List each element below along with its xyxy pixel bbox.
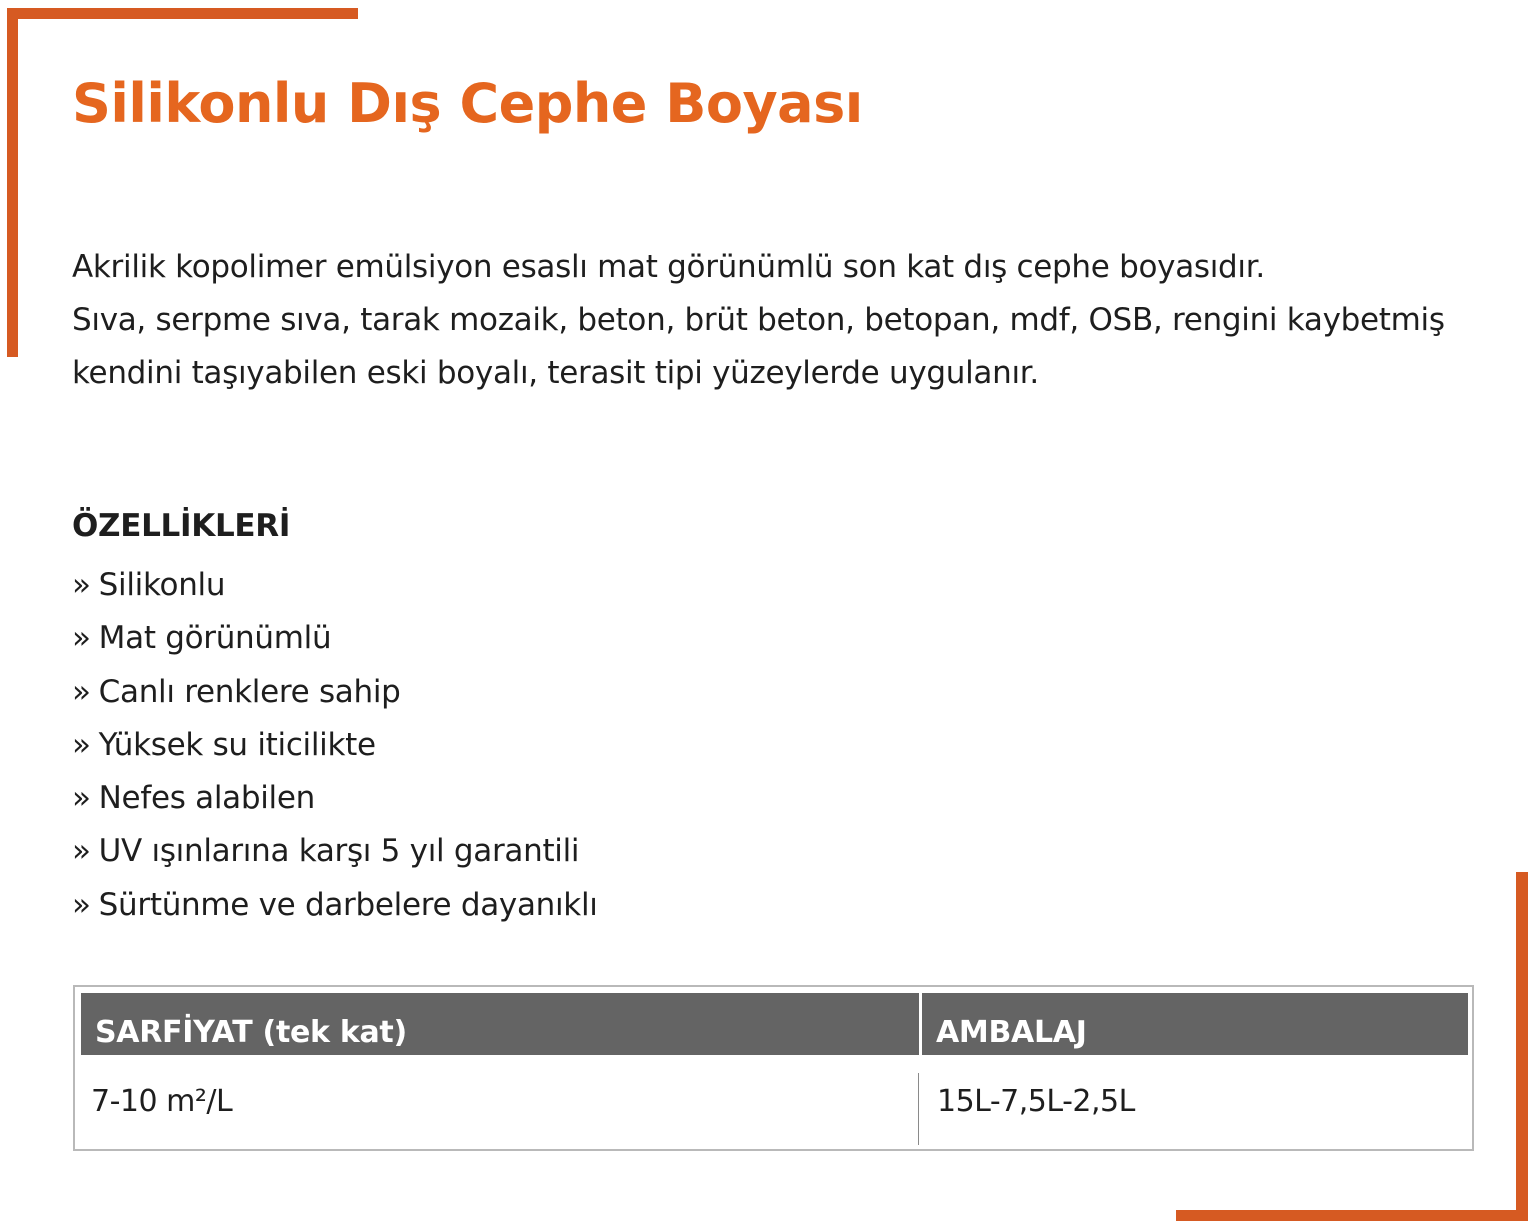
features-heading: ÖZELLİKLERİ (72, 508, 291, 544)
column-divider (918, 1073, 919, 1145)
feature-item (72, 719, 598, 772)
bullet-marker: » (72, 833, 91, 870)
corner-frame-bottom-right-horizontal (1176, 1210, 1528, 1221)
feature-label: Yüksek su iticilikte (98, 726, 376, 763)
table-header-consumption: SARFİYAT (tek kat) (81, 993, 919, 1055)
feature-label: Sürtünme ve darbelere dayanıklı (98, 886, 598, 923)
feature-item (72, 772, 598, 825)
feature-item (72, 825, 598, 878)
bullet-marker: » (72, 780, 91, 817)
features-list (72, 559, 598, 932)
table-cell-packaging: 15L-7,5L-2,5L (937, 1084, 1135, 1119)
description-paragraph: Akrilik kopolimer emülsiyon esaslı mat görünümlü son kat dış cephe boyasıdır. (72, 249, 1265, 285)
feature-label: Nefes alabilen (98, 780, 315, 817)
feature-label: Silikonlu (98, 567, 226, 603)
feature-label: Canlı renklere sahip (98, 673, 401, 710)
spec-table (73, 985, 1474, 1151)
feature-item (72, 666, 598, 719)
table-cell-consumption: 7-10 m²/L (91, 1084, 233, 1119)
bullet-marker: » (72, 726, 91, 763)
feature-item (72, 559, 598, 612)
corner-frame-top-left-vertical (7, 8, 18, 357)
bullet-marker: » (72, 567, 91, 603)
product-description (72, 241, 1472, 400)
feature-item (72, 612, 598, 665)
bullet-marker: » (72, 673, 91, 710)
feature-label: UV ışınlarına karşı 5 yıl garantili (98, 833, 580, 870)
corner-frame-top-left-horizontal (7, 8, 358, 19)
bullet-marker: » (72, 620, 91, 657)
feature-item (72, 879, 598, 932)
table-header-packaging: AMBALAJ (922, 993, 1468, 1055)
corner-frame-bottom-right-vertical (1516, 872, 1528, 1221)
description-paragraph: Sıva, serpme sıva, tarak mozaik, beton, brüt beton, betopan, mdf, OSB, rengini kaybetmiş kendini taşıyabilen eski boyalı, terasit tipi yüzeylerde uygulanır. (72, 302, 1445, 391)
feature-label: Mat görünümlü (98, 620, 332, 657)
product-title: Silikonlu Dış Cephe Boyası (72, 72, 863, 135)
bullet-marker: » (72, 886, 91, 923)
